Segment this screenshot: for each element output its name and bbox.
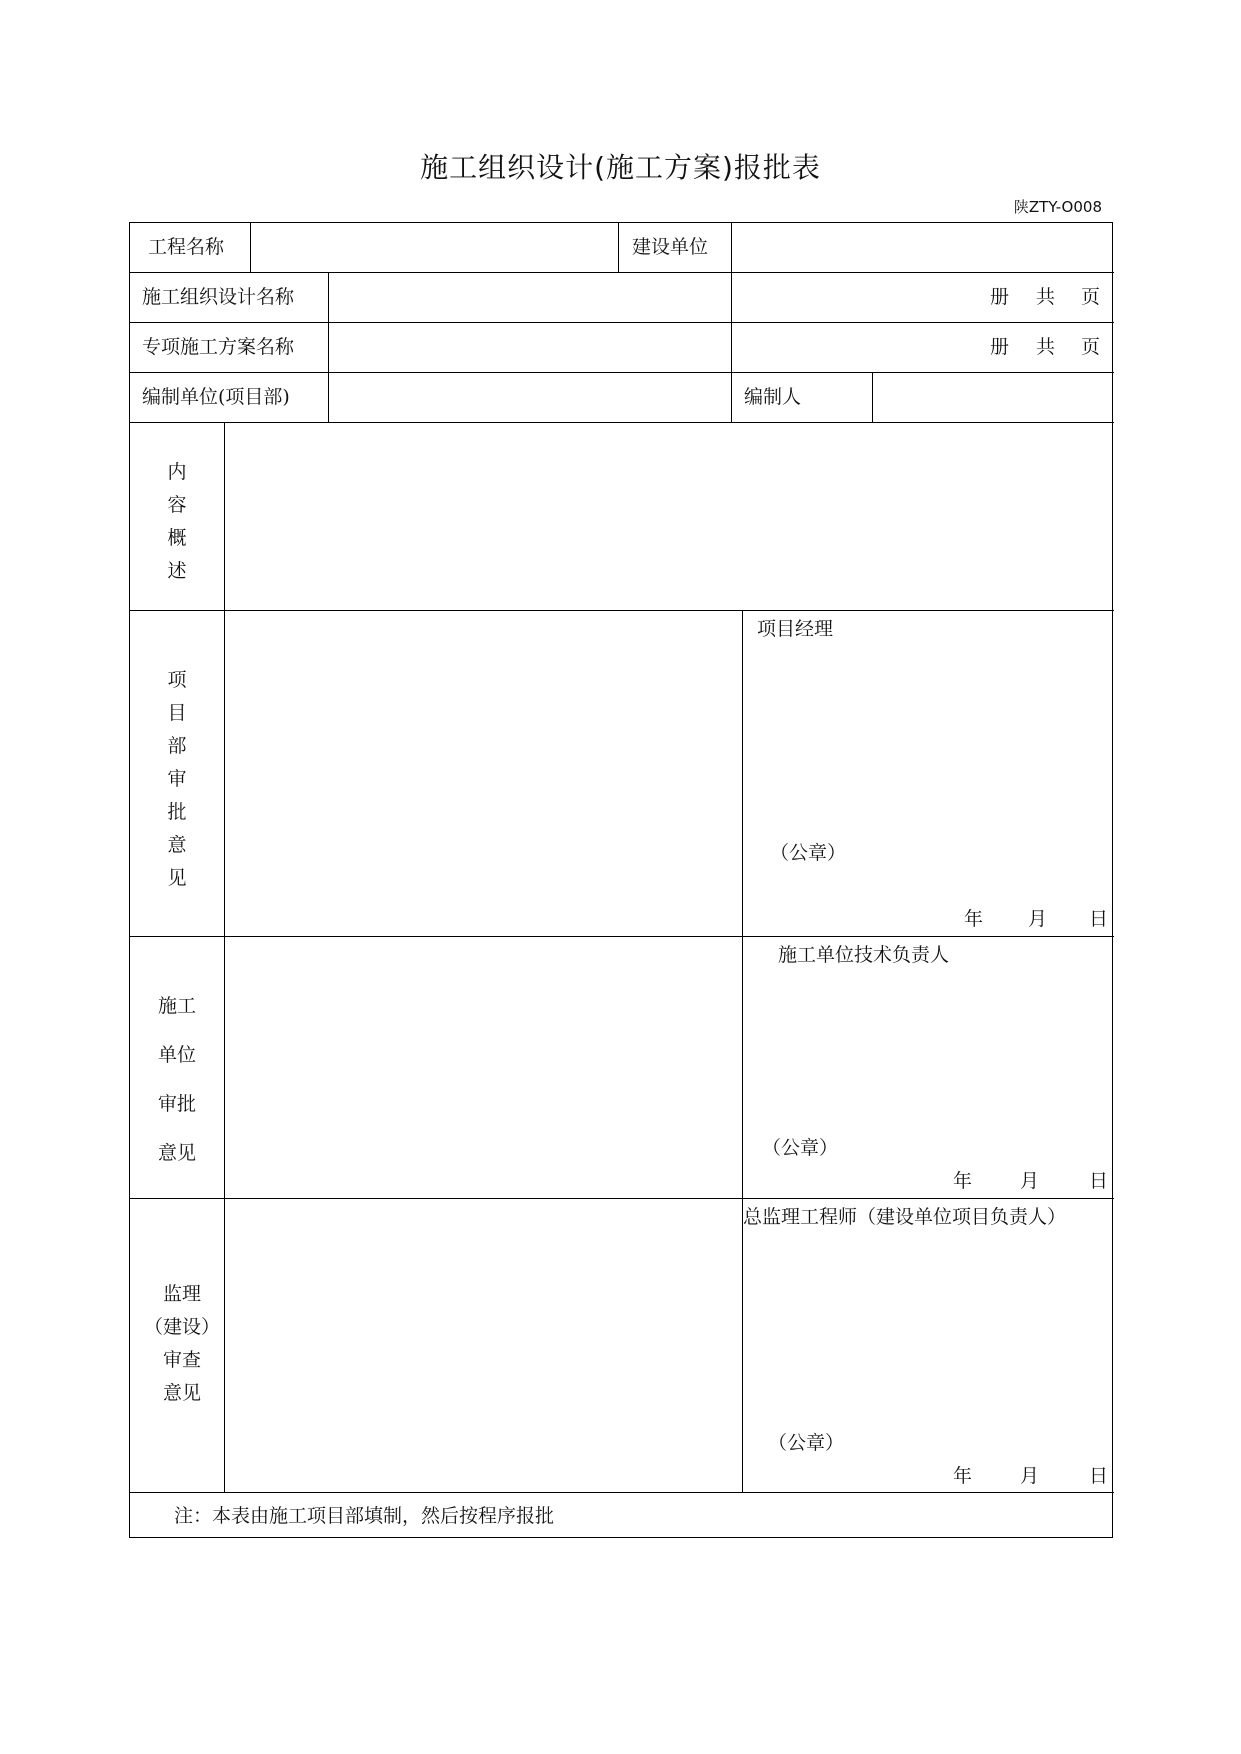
page-title: 施工组织设计(施工方案)报批表 bbox=[420, 151, 821, 184]
contractor-label: 施工 单位 审批 意见 bbox=[157, 995, 196, 1164]
volume-label: 册 bbox=[990, 286, 1010, 308]
compiler-unit-label: 编制单位(项目部) bbox=[142, 386, 290, 408]
project-name-label: 工程名称 bbox=[148, 236, 225, 258]
project-dept-label: 项 目 部 审 批 意 见 bbox=[167, 669, 187, 889]
row-divider bbox=[130, 322, 1114, 323]
seal-label: （公章） bbox=[762, 1137, 839, 1159]
row-divider bbox=[130, 372, 1114, 373]
cell-divider bbox=[731, 272, 732, 422]
project-manager-label: 项目经理 bbox=[757, 618, 834, 640]
construction-unit-label: 建设单位 bbox=[632, 236, 709, 258]
row-divider bbox=[130, 1198, 1114, 1199]
date-month-label: 月 bbox=[1020, 1170, 1040, 1192]
org-design-name-label: 施工组织设计名称 bbox=[142, 286, 295, 308]
cell-divider bbox=[618, 223, 619, 272]
page-label: 页 bbox=[1081, 336, 1101, 358]
summary-label: 内 容 概 述 bbox=[167, 461, 187, 582]
date-day-label: 日 bbox=[1089, 908, 1109, 930]
cell-divider bbox=[742, 610, 743, 1492]
chief-supervisor-label: 总监理工程师（建设单位项目负责人） bbox=[743, 1206, 1067, 1228]
date-day-label: 日 bbox=[1089, 1170, 1109, 1192]
total-label: 共 bbox=[1036, 336, 1056, 358]
cell-divider bbox=[731, 223, 732, 272]
row-divider bbox=[130, 610, 1114, 611]
total-label: 共 bbox=[1036, 286, 1056, 308]
footer-note: 注：本表由施工项目部填制，然后按程序报批 bbox=[174, 1505, 555, 1527]
date-month-label: 月 bbox=[1028, 908, 1048, 930]
technical-director-label: 施工单位技术负责人 bbox=[778, 944, 950, 966]
compiler-label: 编制人 bbox=[744, 386, 802, 408]
date-month-label: 月 bbox=[1020, 1465, 1040, 1487]
date-year-label: 年 bbox=[953, 1170, 973, 1192]
row-divider bbox=[130, 422, 1114, 423]
cell-divider bbox=[328, 272, 329, 422]
special-plan-name-label: 专项施工方案名称 bbox=[142, 336, 295, 358]
row-divider bbox=[130, 936, 1114, 937]
date-year-label: 年 bbox=[964, 908, 984, 930]
date-year-label: 年 bbox=[953, 1465, 973, 1487]
date-day-label: 日 bbox=[1089, 1465, 1109, 1487]
volume-label: 册 bbox=[990, 336, 1010, 358]
seal-label: （公章） bbox=[768, 1432, 845, 1454]
supervision-label: 监理 （建设） 审查 意见 bbox=[143, 1283, 220, 1404]
row-divider bbox=[130, 1492, 1114, 1493]
page-label: 页 bbox=[1081, 286, 1101, 308]
seal-label: （公章） bbox=[770, 842, 847, 864]
approval-form-table bbox=[129, 222, 1113, 1538]
row-divider bbox=[130, 272, 1114, 273]
cell-divider bbox=[250, 223, 251, 272]
cell-divider bbox=[872, 372, 873, 422]
form-code: 陕ZTY-O008 bbox=[1013, 198, 1102, 216]
